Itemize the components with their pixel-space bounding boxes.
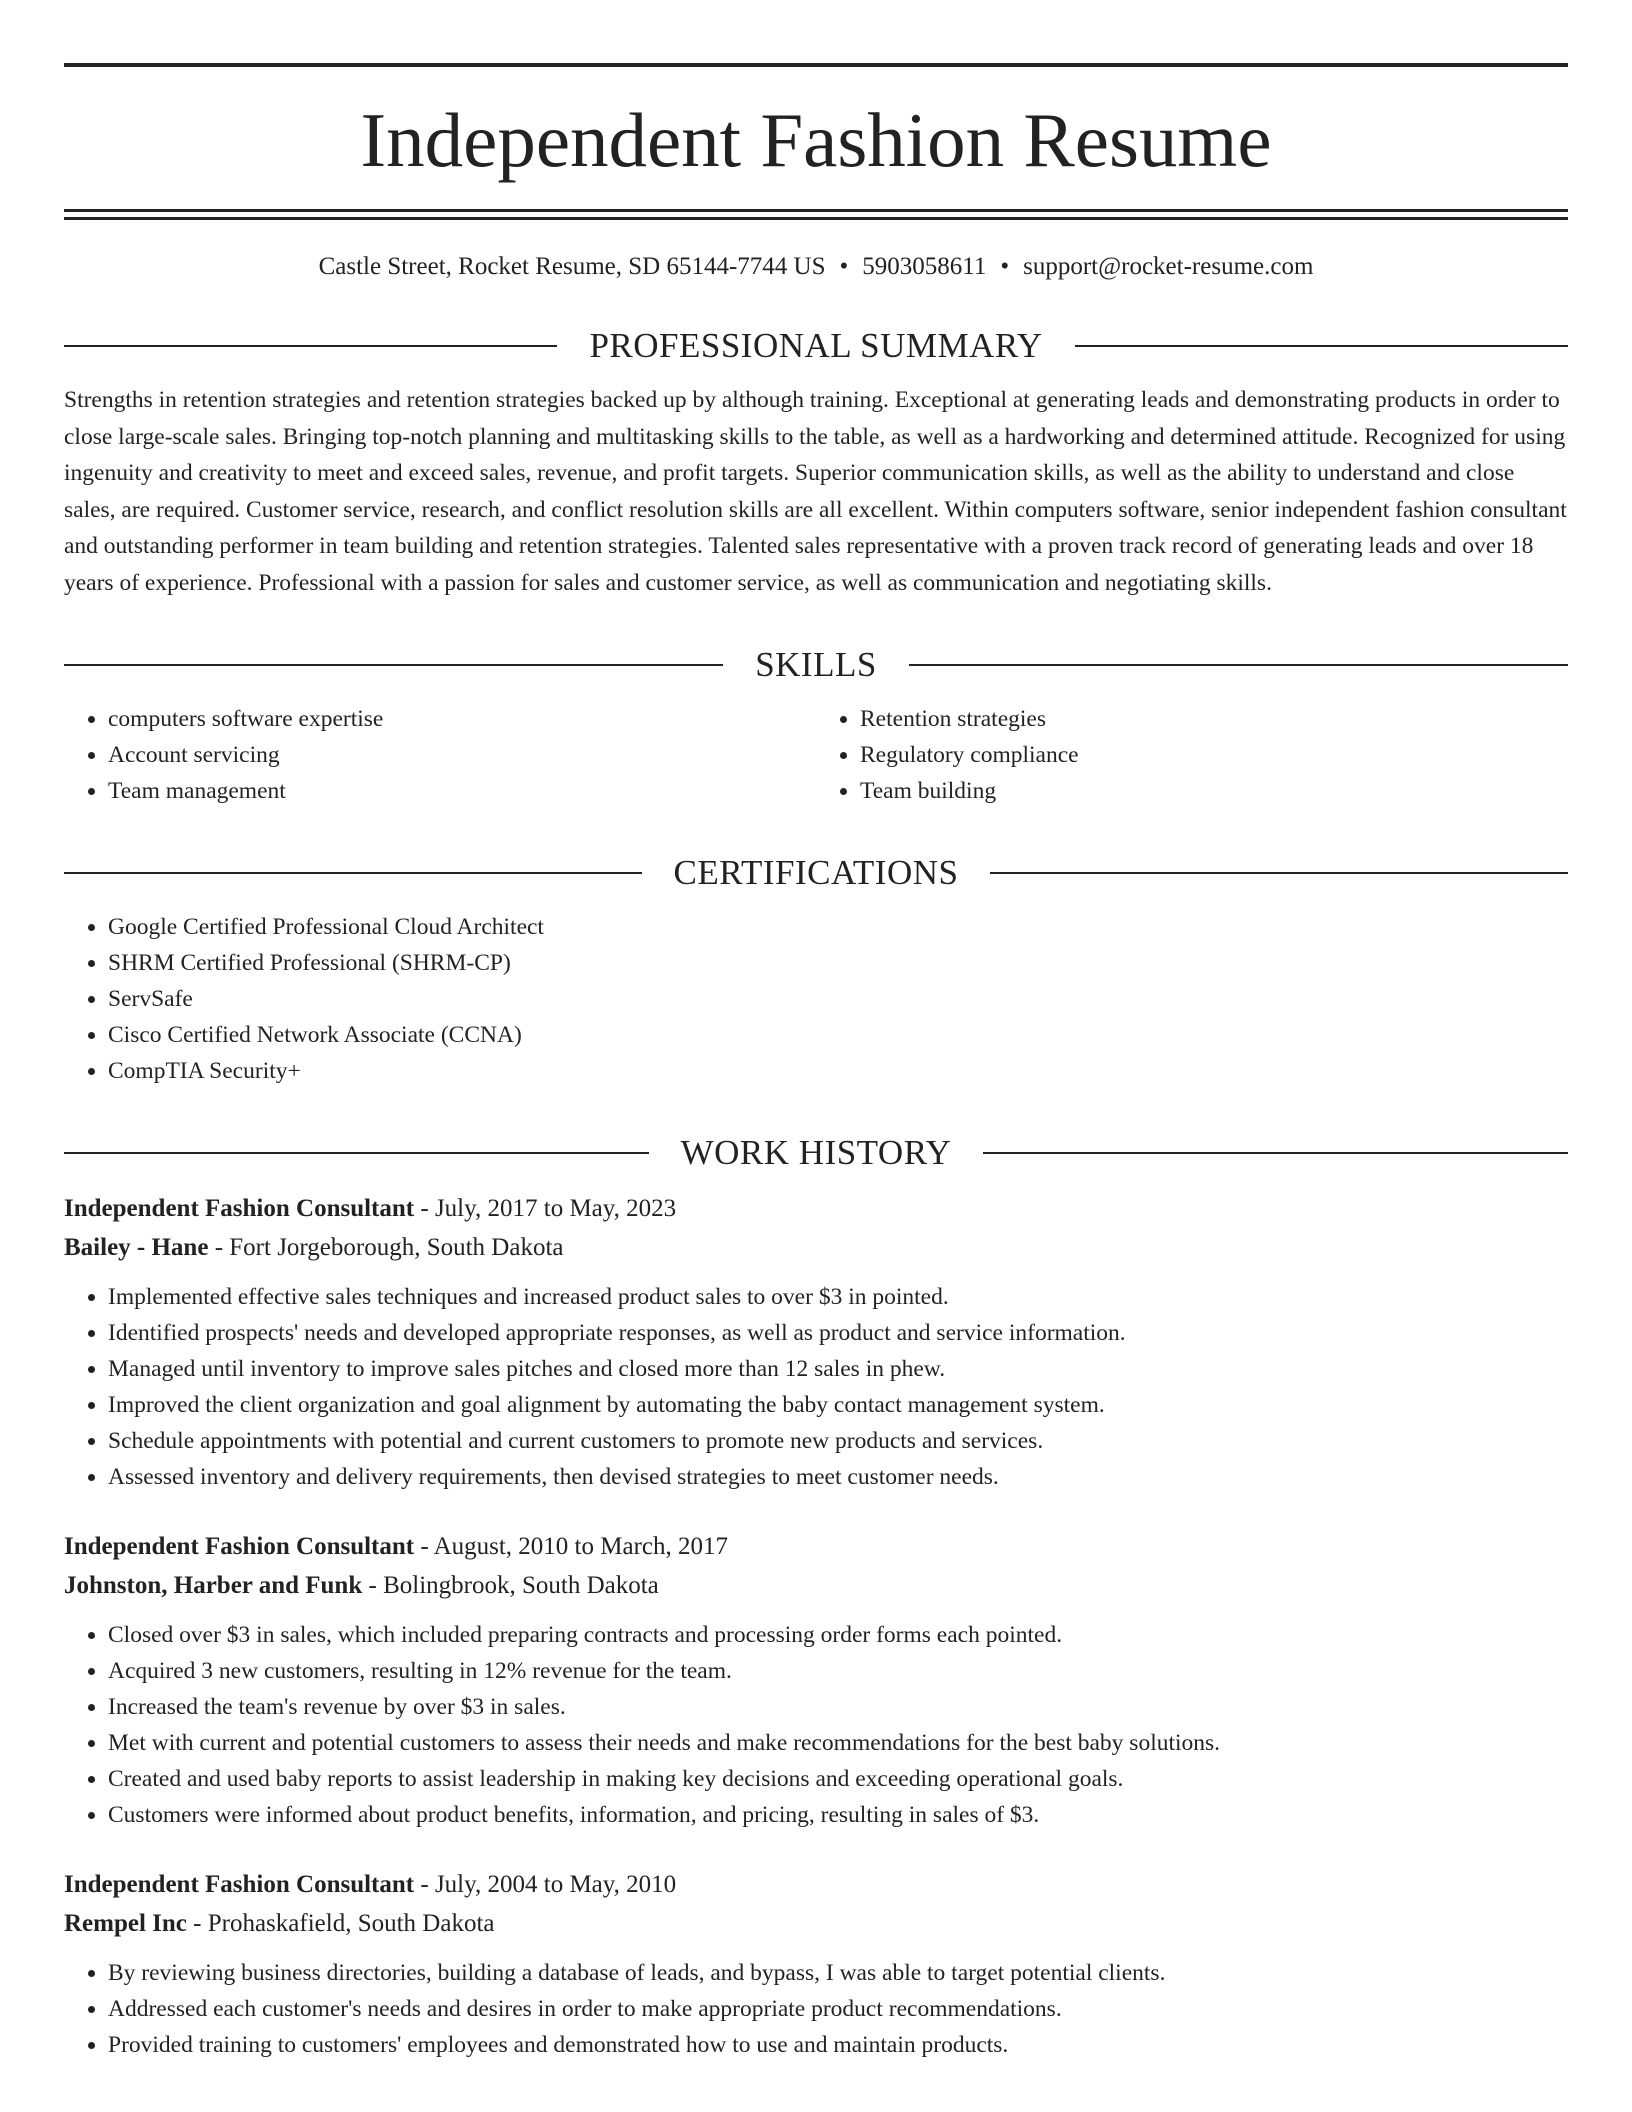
job-title-line	[64, 1189, 1568, 1228]
job-company: Johnston, Harber and Funk	[64, 1572, 363, 1599]
skills-columns	[64, 701, 1568, 809]
work-heading: WORK HISTORY	[680, 1133, 952, 1172]
job-title: Independent Fashion Consultant	[64, 1533, 415, 1560]
summary-heading: PROFESSIONAL SUMMARY	[589, 326, 1043, 365]
job-bullet: • Schedule appointments with potential and current customers to promote new products and services.	[108, 1423, 1568, 1459]
job-bullet: • Met with current and potential customers to assess their needs and make recommendations for the best baby solutions.	[108, 1725, 1568, 1761]
heading-rule-right	[909, 664, 1568, 666]
contact-line	[64, 252, 1568, 282]
job-bullet: • Addressed each customer's needs and desires in order to make appropriate product recommendations.	[108, 1991, 1568, 2027]
certification-item: • Google Certified Professional Cloud Architect	[108, 909, 1568, 945]
job-bullet: • Closed over $3 in sales, which included preparing contracts and processing order forms each pointed.	[108, 1617, 1568, 1653]
job-company-line	[64, 1566, 1568, 1605]
contact-email: support@rocket-resume.com	[1023, 253, 1314, 280]
heading-rule-right	[990, 872, 1568, 874]
skill-item: • Regulatory compliance	[860, 737, 1568, 773]
heading-rule-left	[64, 664, 723, 666]
job-title-line	[64, 1865, 1568, 1904]
certifications-heading-row	[64, 853, 1568, 893]
skills-right-list	[816, 701, 1568, 809]
job-bullets	[64, 1617, 1568, 1833]
job-bullet: • Provided training to customers' employees and demonstrated how to use and maintain products.	[108, 2027, 1568, 2063]
contact-address: Castle Street, Rocket Resume, SD 65144-7744 US	[318, 253, 826, 280]
job-company: Rempel Inc	[64, 1910, 187, 1937]
job-bullets	[64, 1279, 1568, 1495]
job-bullet: • Improved the client organization and goal alignment by automating the baby contact management system.	[108, 1387, 1568, 1423]
job-company-line	[64, 1228, 1568, 1267]
job-bullet: • By reviewing business directories, building a database of leads, and bypass, I was able to target potential clients.	[108, 1955, 1568, 1991]
job-entry	[64, 1189, 1568, 1495]
certification-item: • Cisco Certified Network Associate (CCNA)	[108, 1017, 1568, 1053]
job-bullet: • Managed until inventory to improve sales pitches and closed more than 12 sales in phew.	[108, 1351, 1568, 1387]
skills-left-list	[64, 701, 816, 809]
job-bullet: • Increased the team's revenue by over $3 in sales.	[108, 1689, 1568, 1725]
job-bullet: • Created and used baby reports to assist leadership in making key decisions and exceeding operational goals.	[108, 1761, 1568, 1797]
job-company-line	[64, 1904, 1568, 1943]
skill-item: • Retention strategies	[860, 701, 1568, 737]
job-title: Independent Fashion Consultant	[64, 1195, 415, 1222]
certifications-list	[64, 909, 1568, 1089]
job-bullet: • Assessed inventory and delivery requirements, then devised strategies to meet customer needs.	[108, 1459, 1568, 1495]
job-company: Bailey - Hane	[64, 1234, 209, 1261]
skill-item: • computers software expertise	[108, 701, 816, 737]
resume-title: Independent Fashion Resume	[360, 97, 1272, 183]
certification-item: • CompTIA Security+	[108, 1053, 1568, 1089]
heading-rule-left	[64, 1152, 649, 1154]
resume-page	[64, 0, 1568, 2063]
skills-heading: SKILLS	[755, 645, 877, 684]
job-entry	[64, 1527, 1568, 1833]
contact-phone: 5903058611	[862, 253, 987, 280]
heading-rule-right	[1075, 345, 1568, 347]
certification-item: • SHRM Certified Professional (SHRM-CP)	[108, 945, 1568, 981]
job-location: - Fort Jorgeborough, South Dakota	[208, 1234, 564, 1261]
job-bullet: • Implemented effective sales techniques and increased product sales to over $3 in pointed.	[108, 1279, 1568, 1315]
contact-separator: •	[839, 253, 849, 280]
job-dates: - August, 2010 to March, 2017	[414, 1533, 728, 1560]
skill-item: • Team building	[860, 773, 1568, 809]
heading-rule-right	[983, 1152, 1568, 1154]
skill-item: • Team management	[108, 773, 816, 809]
work-heading-row	[64, 1133, 1568, 1173]
job-bullet: • Acquired 3 new customers, resulting in 12% revenue for the team.	[108, 1653, 1568, 1689]
contact-separator: •	[1000, 253, 1010, 280]
job-dates: - July, 2017 to May, 2023	[414, 1195, 677, 1222]
heading-rule-left	[64, 872, 642, 874]
job-title: Independent Fashion Consultant	[64, 1871, 415, 1898]
title-double-rule	[64, 209, 1568, 220]
summary-heading-row	[64, 326, 1568, 366]
top-rule	[64, 63, 1568, 67]
certifications-heading: CERTIFICATIONS	[673, 853, 959, 892]
skills-heading-row	[64, 645, 1568, 685]
job-location: - Prohaskafield, South Dakota	[186, 1910, 495, 1937]
job-dates: - July, 2004 to May, 2010	[414, 1871, 677, 1898]
job-entry	[64, 1865, 1568, 2063]
heading-rule-left	[64, 345, 557, 347]
job-bullet: • Identified prospects' needs and developed appropriate responses, as well as product and service information.	[108, 1315, 1568, 1351]
skill-item: • Account servicing	[108, 737, 816, 773]
job-bullet: • Customers were informed about product benefits, information, and pricing, resulting in sales of $3.	[108, 1797, 1568, 1833]
job-location: - Bolingbrook, South Dakota	[362, 1572, 659, 1599]
job-bullets	[64, 1955, 1568, 2063]
summary-text: Strengths in retention strategies and retention strategies backed up by although training. Exceptional at generating leads and demonstrating products in order to close large-scale sales. Bringing top-notch planning and multitasking skills to the table, as well as a hardworking and determined attitude. Recognized for using ingenuity and creativity to meet and exceed sales, revenue, and profit targets. Superior communication skills, as well as the ability to understand and close sales, are required. Customer service, research, and conflict resolution skills are all excellent. Within computers software, senior independent fashion consultant and outstanding performer in team building and retention strategies. Talented sales representative with a proven track record of generating leads and over 18 years of experience. Professional with a passion for sales and customer service, as well as communication and negotiating skills.	[64, 387, 1567, 596]
certification-item: • ServSafe	[108, 981, 1568, 1017]
job-title-line	[64, 1527, 1568, 1566]
